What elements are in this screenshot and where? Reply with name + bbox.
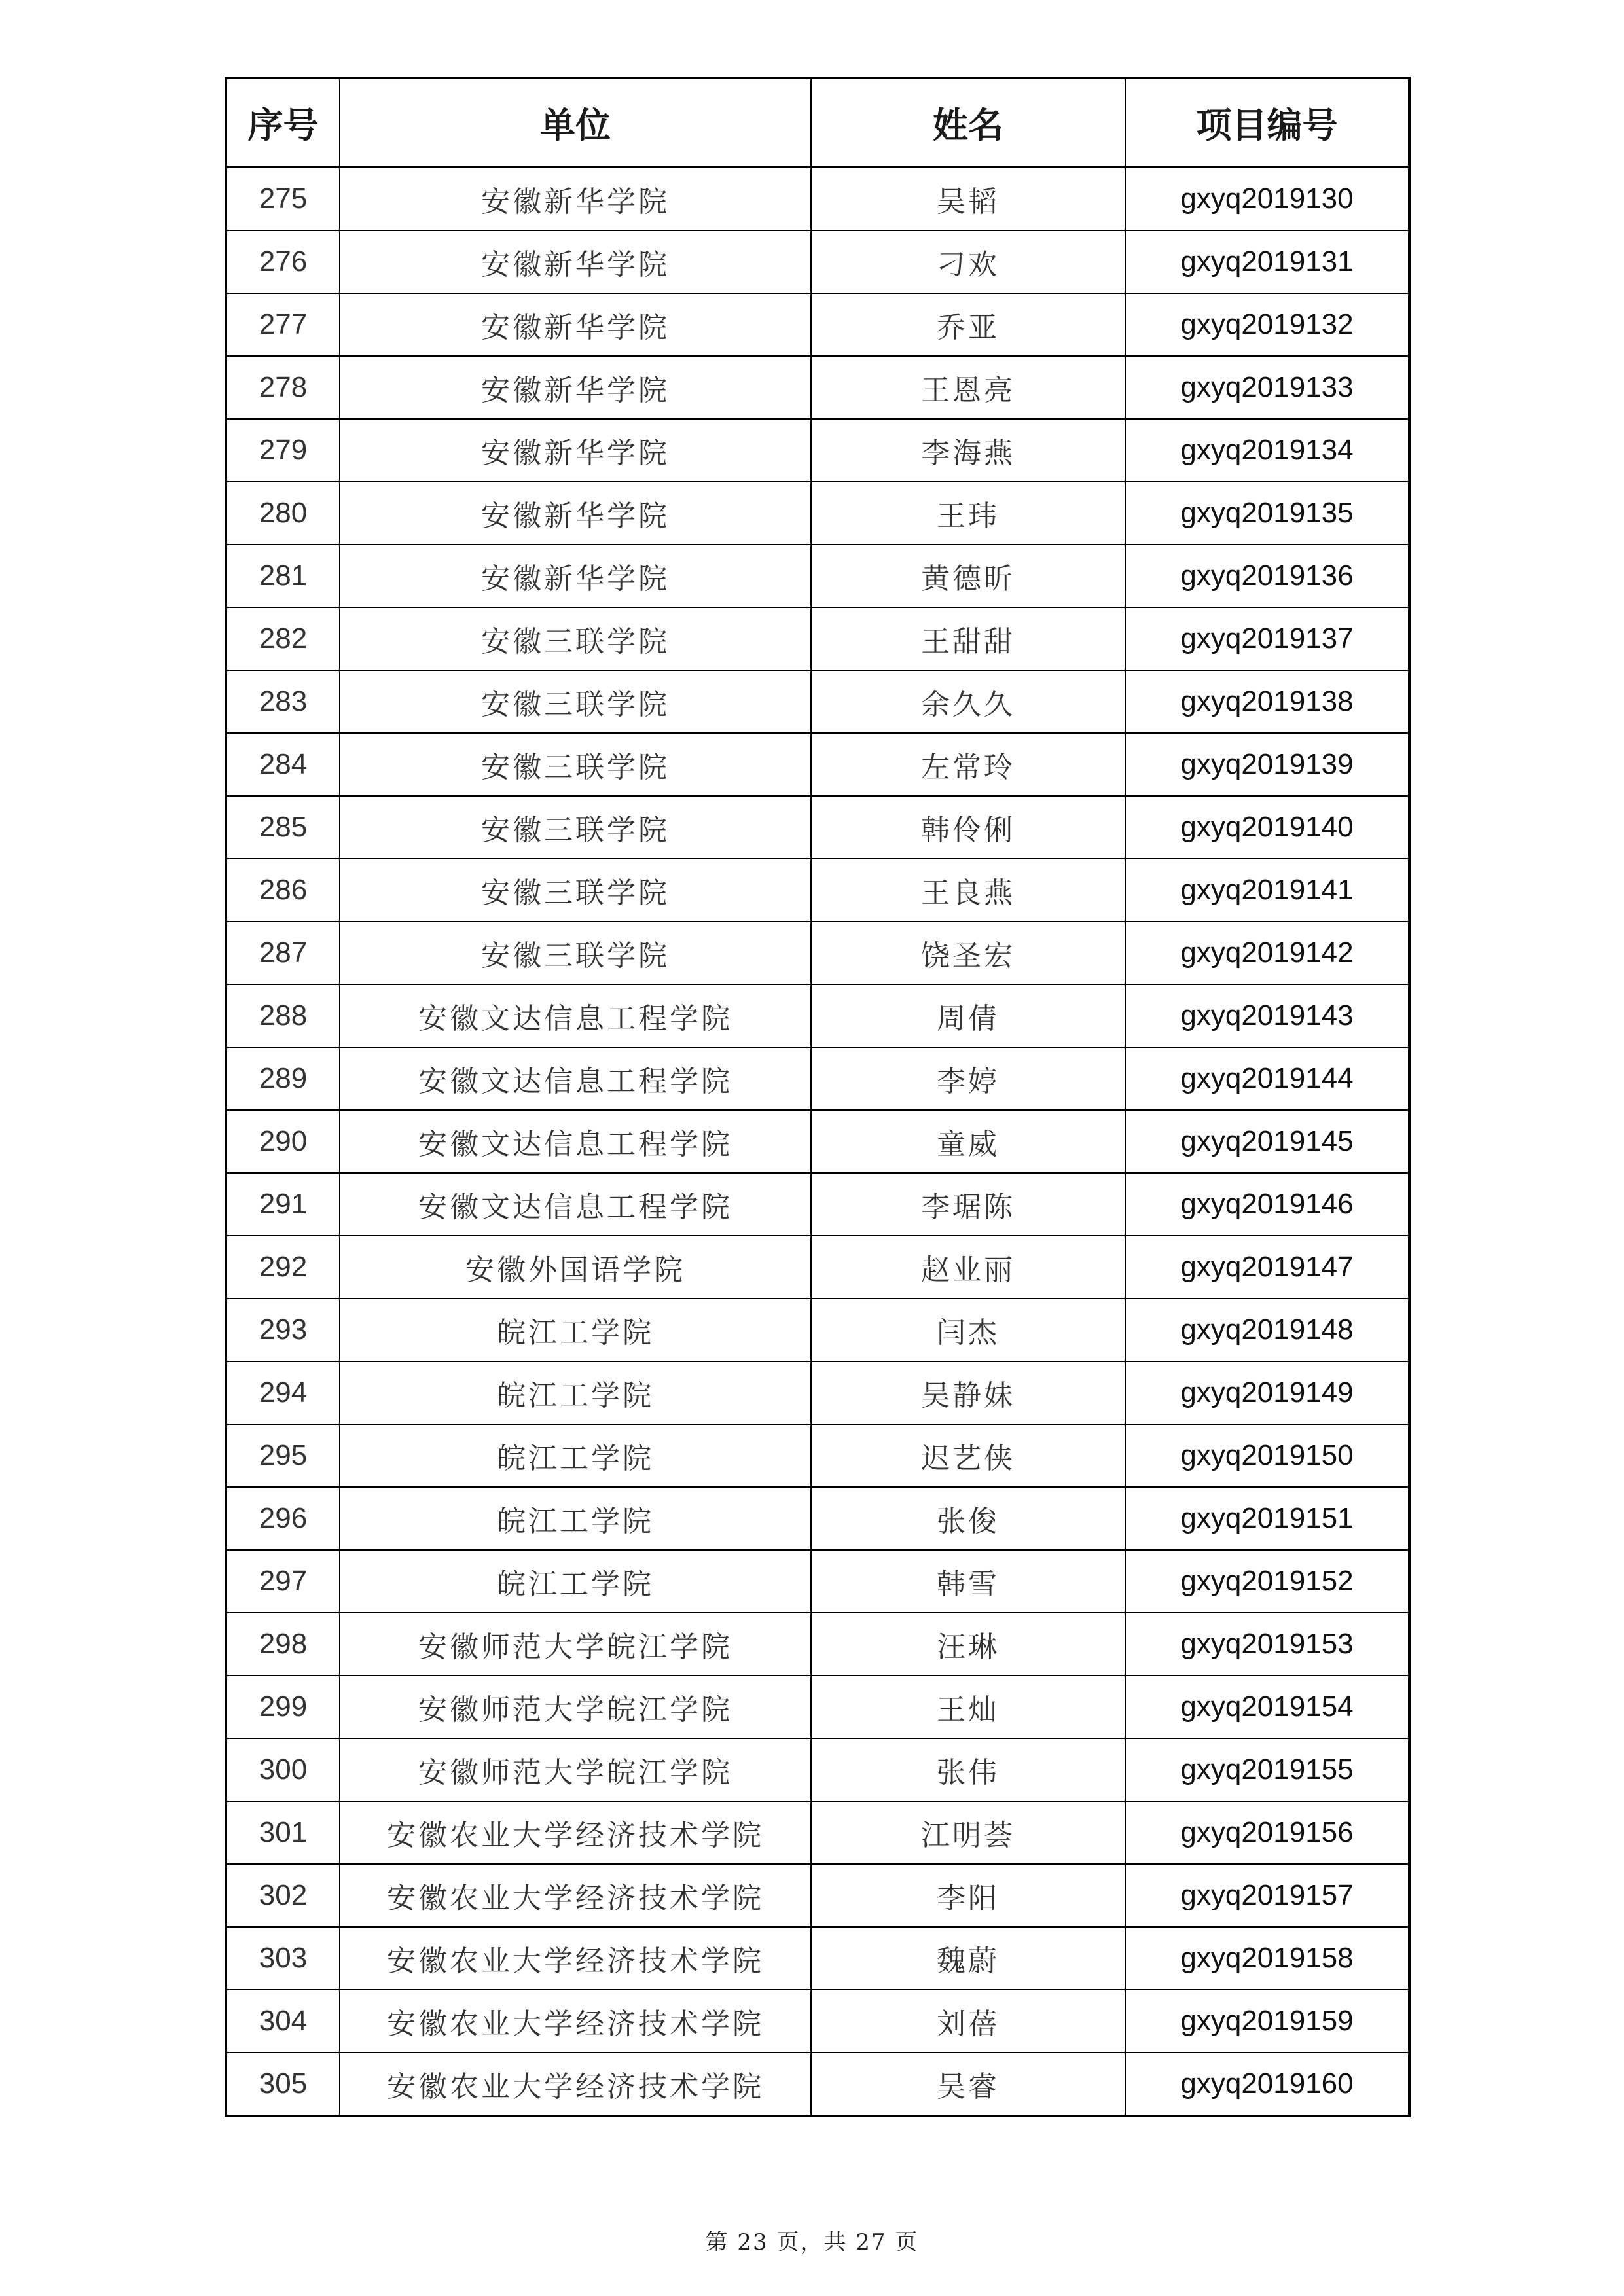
table-row <box>226 859 1409 922</box>
cell-code: gxyq2019155 <box>1125 1738 1409 1801</box>
cell-seq: 299 <box>226 1676 340 1738</box>
cell-unit: 安徽文达信息工程学院 <box>340 1047 811 1110</box>
table-row <box>226 1864 1409 1927</box>
cell-name: 汪琳 <box>811 1613 1125 1676</box>
cell-name: 吴睿 <box>811 2053 1125 2116</box>
cell-name: 左常玲 <box>811 733 1125 796</box>
cell-seq: 290 <box>226 1110 340 1173</box>
table-row <box>226 482 1409 545</box>
cell-unit: 安徽三联学院 <box>340 733 811 796</box>
cell-code: gxyq2019160 <box>1125 2053 1409 2116</box>
cell-code: gxyq2019131 <box>1125 230 1409 293</box>
cell-seq: 281 <box>226 545 340 607</box>
cell-seq: 278 <box>226 356 340 419</box>
cell-seq: 282 <box>226 607 340 670</box>
table-row <box>226 1487 1409 1550</box>
cell-seq: 291 <box>226 1173 340 1236</box>
cell-unit: 安徽新华学院 <box>340 482 811 545</box>
cell-unit: 安徽农业大学经济技术学院 <box>340 1927 811 1990</box>
table-row <box>226 670 1409 733</box>
cell-name: 迟艺侠 <box>811 1424 1125 1487</box>
cell-code: gxyq2019153 <box>1125 1613 1409 1676</box>
cell-code: gxyq2019142 <box>1125 922 1409 984</box>
cell-code: gxyq2019132 <box>1125 293 1409 356</box>
cell-name: 韩雪 <box>811 1550 1125 1613</box>
cell-code: gxyq2019147 <box>1125 1236 1409 1299</box>
cell-seq: 297 <box>226 1550 340 1613</box>
cell-name: 刘蓓 <box>811 1990 1125 2053</box>
cell-unit: 安徽文达信息工程学院 <box>340 1110 811 1173</box>
table-row <box>226 1361 1409 1424</box>
page-footer: 第 23 页，共 27 页 <box>705 2229 919 2255</box>
cell-seq: 286 <box>226 859 340 922</box>
cell-seq: 275 <box>226 167 340 230</box>
cell-name: 李阳 <box>811 1864 1125 1927</box>
header-unit: 单位 <box>340 78 811 167</box>
cell-seq: 277 <box>226 293 340 356</box>
table-row <box>226 293 1409 356</box>
cell-unit: 皖江工学院 <box>340 1361 811 1424</box>
table-row <box>226 1299 1409 1361</box>
table-header <box>226 78 1409 167</box>
cell-code: gxyq2019140 <box>1125 796 1409 859</box>
cell-name: 吴韬 <box>811 167 1125 230</box>
cell-unit: 安徽三联学院 <box>340 859 811 922</box>
cell-unit: 安徽新华学院 <box>340 167 811 230</box>
cell-code: gxyq2019151 <box>1125 1487 1409 1550</box>
cell-code: gxyq2019150 <box>1125 1424 1409 1487</box>
cell-unit: 安徽新华学院 <box>340 545 811 607</box>
cell-code: gxyq2019146 <box>1125 1173 1409 1236</box>
cell-seq: 287 <box>226 922 340 984</box>
cell-seq: 304 <box>226 1990 340 2053</box>
cell-unit: 皖江工学院 <box>340 1487 811 1550</box>
table-row <box>226 230 1409 293</box>
cell-name: 王良燕 <box>811 859 1125 922</box>
table-row <box>226 607 1409 670</box>
cell-code: gxyq2019159 <box>1125 1990 1409 2053</box>
cell-name: 饶圣宏 <box>811 922 1125 984</box>
cell-name: 张伟 <box>811 1738 1125 1801</box>
cell-unit: 安徽农业大学经济技术学院 <box>340 1864 811 1927</box>
table-row <box>226 545 1409 607</box>
cell-code: gxyq2019135 <box>1125 482 1409 545</box>
cell-code: gxyq2019137 <box>1125 607 1409 670</box>
cell-seq: 289 <box>226 1047 340 1110</box>
table-row <box>226 1801 1409 1864</box>
cell-unit: 安徽新华学院 <box>340 230 811 293</box>
table-row <box>226 1613 1409 1676</box>
cell-unit: 安徽新华学院 <box>340 419 811 482</box>
cell-seq: 280 <box>226 482 340 545</box>
cell-code: gxyq2019157 <box>1125 1864 1409 1927</box>
cell-name: 王甜甜 <box>811 607 1125 670</box>
cell-code: gxyq2019138 <box>1125 670 1409 733</box>
cell-code: gxyq2019134 <box>1125 419 1409 482</box>
cell-seq: 288 <box>226 984 340 1047</box>
cell-seq: 302 <box>226 1864 340 1927</box>
cell-seq: 300 <box>226 1738 340 1801</box>
table-row <box>226 2053 1409 2116</box>
cell-code: gxyq2019139 <box>1125 733 1409 796</box>
cell-name: 乔亚 <box>811 293 1125 356</box>
table-row <box>226 733 1409 796</box>
cell-seq: 295 <box>226 1424 340 1487</box>
header-seq: 序号 <box>226 78 340 167</box>
cell-code: gxyq2019158 <box>1125 1927 1409 1990</box>
table-row <box>226 1110 1409 1173</box>
cell-unit: 皖江工学院 <box>340 1550 811 1613</box>
cell-seq: 279 <box>226 419 340 482</box>
cell-code: gxyq2019144 <box>1125 1047 1409 1110</box>
cell-seq: 305 <box>226 2053 340 2116</box>
cell-seq: 276 <box>226 230 340 293</box>
cell-name: 赵业丽 <box>811 1236 1125 1299</box>
cell-unit: 安徽三联学院 <box>340 922 811 984</box>
table-row <box>226 796 1409 859</box>
cell-unit: 安徽农业大学经济技术学院 <box>340 1990 811 2053</box>
table-row <box>226 1738 1409 1801</box>
cell-unit: 安徽新华学院 <box>340 356 811 419</box>
cell-seq: 284 <box>226 733 340 796</box>
cell-unit: 皖江工学院 <box>340 1424 811 1487</box>
table-row <box>226 1550 1409 1613</box>
cell-code: gxyq2019130 <box>1125 167 1409 230</box>
table-row <box>226 1927 1409 1990</box>
table-row <box>226 1424 1409 1487</box>
cell-seq: 285 <box>226 796 340 859</box>
roster-table <box>225 77 1411 2117</box>
cell-unit: 皖江工学院 <box>340 1299 811 1361</box>
cell-unit: 安徽师范大学皖江学院 <box>340 1738 811 1801</box>
table-row <box>226 1173 1409 1236</box>
cell-seq: 294 <box>226 1361 340 1424</box>
cell-name: 王灿 <box>811 1676 1125 1738</box>
cell-code: gxyq2019136 <box>1125 545 1409 607</box>
cell-unit: 安徽农业大学经济技术学院 <box>340 2053 811 2116</box>
cell-seq: 298 <box>226 1613 340 1676</box>
table-row <box>226 356 1409 419</box>
cell-seq: 301 <box>226 1801 340 1864</box>
table-row <box>226 167 1409 230</box>
table-row <box>226 1047 1409 1110</box>
table-body <box>226 167 1409 2116</box>
cell-seq: 292 <box>226 1236 340 1299</box>
cell-unit: 安徽农业大学经济技术学院 <box>340 1801 811 1864</box>
cell-name: 张俊 <box>811 1487 1125 1550</box>
cell-name: 魏蔚 <box>811 1927 1125 1990</box>
cell-name: 刁欢 <box>811 230 1125 293</box>
cell-name: 余久久 <box>811 670 1125 733</box>
cell-name: 周倩 <box>811 984 1125 1047</box>
header-row <box>226 78 1409 167</box>
cell-unit: 安徽三联学院 <box>340 670 811 733</box>
cell-seq: 296 <box>226 1487 340 1550</box>
cell-unit: 安徽新华学院 <box>340 293 811 356</box>
cell-code: gxyq2019145 <box>1125 1110 1409 1173</box>
cell-code: gxyq2019154 <box>1125 1676 1409 1738</box>
cell-code: gxyq2019143 <box>1125 984 1409 1047</box>
cell-name: 闫杰 <box>811 1299 1125 1361</box>
cell-unit: 安徽文达信息工程学院 <box>340 1173 811 1236</box>
cell-code: gxyq2019133 <box>1125 356 1409 419</box>
cell-seq: 303 <box>226 1927 340 1990</box>
cell-unit: 安徽三联学院 <box>340 796 811 859</box>
header-name: 姓名 <box>811 78 1125 167</box>
cell-seq: 283 <box>226 670 340 733</box>
cell-code: gxyq2019156 <box>1125 1801 1409 1864</box>
cell-name: 王恩亮 <box>811 356 1125 419</box>
cell-unit: 安徽外国语学院 <box>340 1236 811 1299</box>
cell-unit: 安徽三联学院 <box>340 607 811 670</box>
header-code: 项目编号 <box>1125 78 1409 167</box>
cell-name: 李海燕 <box>811 419 1125 482</box>
cell-unit: 安徽师范大学皖江学院 <box>340 1676 811 1738</box>
cell-name: 王玮 <box>811 482 1125 545</box>
table-row <box>226 1236 1409 1299</box>
table-row <box>226 984 1409 1047</box>
cell-code: gxyq2019152 <box>1125 1550 1409 1613</box>
cell-unit: 安徽师范大学皖江学院 <box>340 1613 811 1676</box>
cell-name: 李婷 <box>811 1047 1125 1110</box>
table-row <box>226 922 1409 984</box>
table-row <box>226 1990 1409 2053</box>
cell-code: gxyq2019141 <box>1125 859 1409 922</box>
cell-code: gxyq2019148 <box>1125 1299 1409 1361</box>
cell-name: 吴静妹 <box>811 1361 1125 1424</box>
cell-name: 李琚陈 <box>811 1173 1125 1236</box>
cell-unit: 安徽文达信息工程学院 <box>340 984 811 1047</box>
cell-name: 江明荟 <box>811 1801 1125 1864</box>
cell-name: 黄德昕 <box>811 545 1125 607</box>
table-row <box>226 1676 1409 1738</box>
cell-name: 童威 <box>811 1110 1125 1173</box>
cell-seq: 293 <box>226 1299 340 1361</box>
cell-name: 韩伶俐 <box>811 796 1125 859</box>
table-row <box>226 419 1409 482</box>
cell-code: gxyq2019149 <box>1125 1361 1409 1424</box>
